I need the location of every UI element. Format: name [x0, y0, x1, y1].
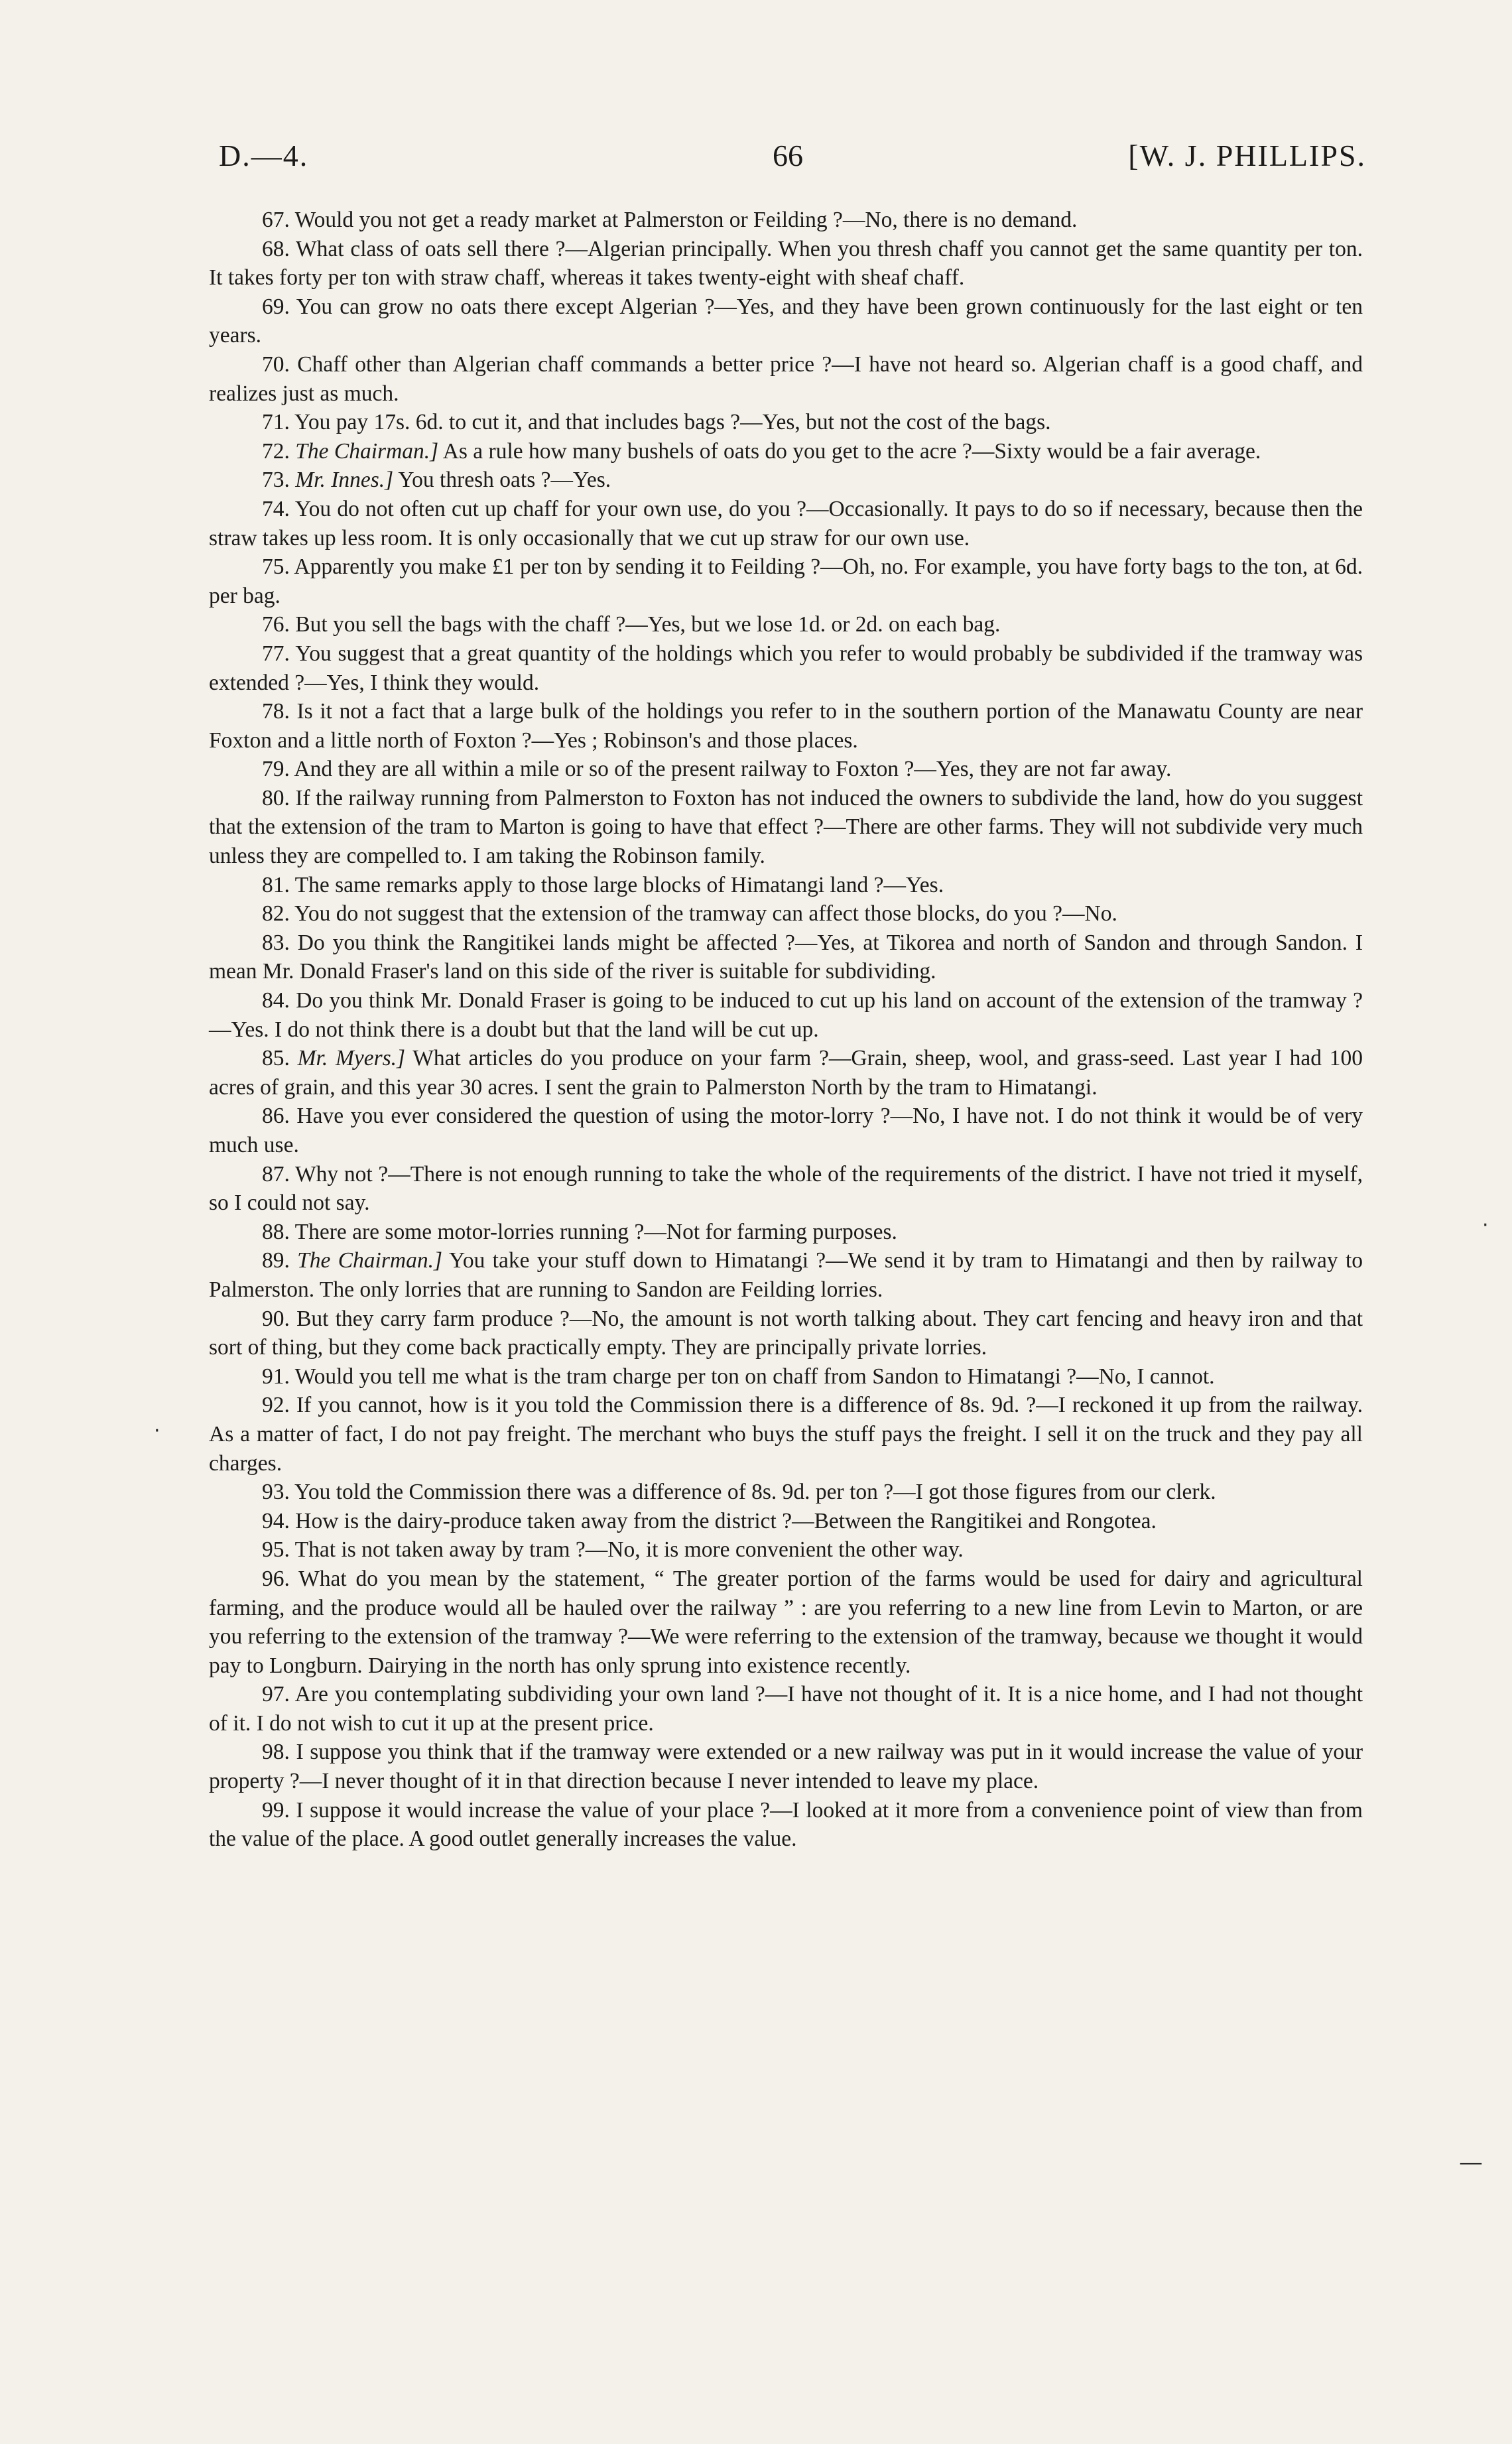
question-number: 77.: [262, 641, 290, 666]
question-number: 67.: [262, 208, 290, 232]
question-number: 82.: [262, 901, 290, 927]
testimony-paragraph: [209, 1044, 1363, 1102]
question-answer-text: But they carry farm produce ?—No, the amount is not worth talking about. They cart fencing and heavy iron and that sort of thing, but they come back practically empty. They are principally private lorries.: [209, 1306, 1363, 1360]
testimony-paragraph: [209, 610, 1363, 639]
testimony-paragraph: [209, 1738, 1363, 1795]
question-answer-text: What class of oats sell there ?—Algerian principally. When you thresh chaff you cannot get the same quantity per ton. It takes forty per ton with straw chaff, whereas it takes twenty-eight with sheaf chaff.: [209, 236, 1363, 290]
question-number: 70.: [262, 352, 290, 377]
margin-mark-left: ·: [154, 1419, 160, 1443]
question-answer-text: What articles do you produce on your farm ?—Grain, sheep, wool, and grass-seed. Last year I had 100 acres of grain, and this year 30 acres. I sent the grain to Palmerston North by the tram to Himatangi.: [209, 1046, 1363, 1100]
question-number: 95.: [262, 1537, 290, 1563]
testimony-paragraph: [209, 986, 1363, 1044]
question-answer-text: What do you mean by the statement, “ The greater portion of the farms would be used for dairy and agricultural farming, and the produce would all be hauled over the railway ” : are you referring to a new line from Levin to Marton, or are you referring to the extension of the tramway ?—We were referring to the extension of the tramway, because we thought it would pay to Longburn. Dairying in the north has only sprung into existence recently.: [209, 1566, 1363, 1678]
question-number: 89.: [262, 1248, 290, 1273]
question-answer-text: Do you think Mr. Donald Fraser is going to be induced to cut up his land on account of the extension of the tramway ?—Yes. I do not think there is a doubt but that the land will be cut up.: [209, 988, 1363, 1042]
testimony-paragraph: [209, 1391, 1363, 1478]
question-answer-text: The same remarks apply to those large blocks of Himatangi land ?—Yes.: [294, 872, 944, 897]
question-number: 74.: [262, 496, 290, 521]
testimony-paragraph: [209, 437, 1363, 466]
speaker-label: Mr. Myers.]: [297, 1046, 406, 1071]
question-answer-text: That is not taken away by tram ?—No, it is more convenient the other way.: [294, 1537, 964, 1563]
margin-dash-right: —: [1459, 2149, 1483, 2176]
question-number: 91.: [262, 1364, 290, 1389]
testimony-paragraph: [209, 1478, 1363, 1507]
question-number: 72.: [262, 438, 290, 464]
question-answer-text: Have you ever considered the question of using the motor-lorry ?—No, I have not. I do not think it would be of very much use.: [209, 1104, 1363, 1157]
testimony-paragraph: [209, 466, 1363, 495]
testimony-paragraph: [209, 1102, 1363, 1159]
question-answer-text: You suggest that a great quantity of the holdings which you refer to would probably be subdivided if the tramway was extended ?—Yes, I think they would.: [209, 641, 1363, 695]
question-number: 69.: [262, 294, 290, 319]
speaker-label: Mr. Innes.]: [295, 468, 394, 493]
testimony-paragraph: [209, 755, 1363, 784]
testimony-paragraph: [209, 899, 1363, 929]
question-answer-text: If the railway running from Palmerston to Foxton has not induced the owners to subdivide the land, how do you suggest that the extension of the tram to Marton is going to have that effect ?—There are other farms. They will not subdivide very much unless they are compelled to. I am taking the Robinson family.: [209, 785, 1363, 869]
question-answer-text: You do not suggest that the extension of the tramway can affect those blocks, do you ?—No.: [294, 901, 1117, 927]
testimony-paragraph: [209, 552, 1363, 610]
question-answer-text: You take your stuff down to Himatangi ?—We send it by tram to Himatangi and then by railway to Palmerston. The only lorries that are running to Sandon are Feilding lorries.: [209, 1248, 1363, 1302]
question-answer-text: If you cannot, how is it you told the Commission there is a difference of 8s. 9d. ?—I reckoned it up from the railway. As a matter of fact, I do not pay freight. The merchant who buys the stuff pays the freight. I sell it on the truck and they pay all charges.: [209, 1393, 1363, 1476]
question-number: 80.: [262, 785, 290, 810]
testimony-paragraph: [209, 871, 1363, 900]
question-answer-text: You pay 17s. 6d. to cut it, and that includes bags ?—Yes, but not the cost of the bags.: [294, 410, 1051, 435]
question-number: 71.: [262, 410, 290, 435]
testimony-paragraph: [209, 697, 1363, 755]
question-answer-text: Apparently you make £1 per ton by sending it to Feilding ?—Oh, no. For example, you have forty bags to the ton, at 6d. per bag.: [209, 554, 1363, 608]
page-number: 66: [773, 139, 803, 172]
question-number: 76.: [262, 612, 290, 637]
testimony-paragraph: [209, 1362, 1363, 1391]
question-answer-text: Is it not a fact that a large bulk of the holdings you refer to in the southern portion of the Manawatu County are near Foxton and a little north of Foxton ?—Yes ; Robinson's and those places.: [209, 699, 1363, 753]
speaker-label: The Chairman.]: [297, 1248, 442, 1273]
question-answer-text: You can grow no oats there except Algerian ?—Yes, and they have been grown continuously for the last eight or ten years.: [209, 294, 1363, 348]
question-answer-text: You thresh oats ?—Yes.: [398, 468, 611, 493]
testimony-paragraph: [209, 495, 1363, 552]
question-answer-text: How is the dairy-produce taken away from the district ?—Between the Rangitikei and Rongotea.: [295, 1508, 1157, 1533]
question-answer-text: Chaff other than Algerian chaff commands a better price ?—I have not heard so. Algerian chaff is a good chaff, and realizes just as much.: [209, 352, 1363, 406]
question-number: 81.: [262, 872, 290, 897]
question-number: 88.: [262, 1219, 290, 1244]
question-answer-text: You told the Commission there was a difference of 8s. 9d. per ton ?—I got those figures from our clerk.: [294, 1480, 1216, 1505]
page-header: [219, 138, 1366, 184]
question-number: 75.: [262, 554, 290, 580]
testimony-paragraph: [209, 1507, 1363, 1536]
testimony-paragraph: [209, 1796, 1363, 1854]
question-number: 92.: [262, 1393, 290, 1418]
testimony-paragraph: [209, 1535, 1363, 1565]
question-number: 90.: [262, 1306, 290, 1331]
testimony-paragraph: [209, 408, 1363, 437]
question-answer-text: Why not ?—There is not enough running to take the whole of the requirements of the district. I have not tried it myself, so I could not say.: [209, 1161, 1363, 1216]
question-number: 78.: [262, 699, 290, 724]
testimony-paragraph: [209, 235, 1363, 292]
testimony-paragraph: [209, 1680, 1363, 1738]
testimony-paragraph: [209, 1565, 1363, 1680]
question-answer-text: Would you tell me what is the tram charge per ton on chaff from Sandon to Himatangi ?—No, I cannot.: [294, 1364, 1215, 1389]
testimony-paragraph: [209, 1305, 1363, 1362]
testimony-body: [209, 206, 1363, 1854]
question-answer-text: I suppose it would increase the value of your place ?—I looked at it more from a convenience point of view than from the value of the place. A good outlet generally increases the value.: [209, 1797, 1363, 1852]
question-number: 83.: [262, 930, 290, 955]
testimony-paragraph: [209, 350, 1363, 408]
testimony-paragraph: [209, 784, 1363, 871]
witness-name: [W. J. PHILLIPS.: [1128, 139, 1366, 172]
question-number: 97.: [262, 1682, 290, 1707]
question-number: 79.: [262, 757, 290, 782]
question-number: 96.: [262, 1566, 290, 1591]
testimony-paragraph: [209, 1160, 1363, 1218]
question-answer-text: And they are all within a mile or so of the present railway to Foxton ?—Yes, they are not far away.: [294, 757, 1172, 782]
testimony-paragraph: [209, 206, 1363, 235]
testimony-paragraph: [209, 1246, 1363, 1304]
question-number: 94.: [262, 1508, 290, 1533]
question-answer-text: As a rule how many bushels of oats do you get to the acre ?—Sixty would be a fair average.: [442, 438, 1261, 464]
question-answer-text: Do you think the Rangitikei lands might be affected ?—Yes, at Tikorea and north of Sandon and through Sandon. I mean Mr. Donald Fraser's land on this side of the river is suitable for subdividing.: [209, 930, 1363, 984]
question-number: 93.: [262, 1480, 290, 1505]
testimony-paragraph: [209, 1218, 1363, 1247]
question-number: 68.: [262, 236, 290, 261]
question-answer-text: You do not often cut up chaff for your own use, do you ?—Occasionally. It pays to do so if necessary, because then the straw takes up less room. It is only occasionally that we cut up straw for our own use.: [209, 496, 1363, 550]
question-number: 87.: [262, 1161, 290, 1187]
question-number: 98.: [262, 1740, 290, 1765]
question-number: 85.: [262, 1046, 290, 1071]
question-answer-text: But you sell the bags with the chaff ?—Yes, but we lose 1d. or 2d. on each bag.: [295, 612, 1001, 637]
document-reference: D.—4.: [219, 139, 309, 172]
question-answer-text: Are you contemplating subdividing your own land ?—I have not thought of it. It is a nice home, and I had not thought of it. I do not wish to cut it up at the present price.: [209, 1682, 1363, 1736]
question-number: 99.: [262, 1797, 290, 1823]
testimony-paragraph: [209, 929, 1363, 986]
margin-mark-right: ·: [1482, 1214, 1489, 1237]
question-answer-text: I suppose you think that if the tramway were extended or a new railway was put in it would increase the value of your property ?—I never thought of it in that direction because I never intended to leave my place.: [209, 1740, 1363, 1794]
question-answer-text: There are some motor-lorries running ?—Not for farming purposes.: [294, 1219, 897, 1244]
question-number: 84.: [262, 988, 290, 1013]
speaker-label: The Chairman.]: [295, 438, 439, 464]
question-number: 86.: [262, 1104, 290, 1129]
testimony-paragraph: [209, 639, 1363, 697]
question-number: 73.: [262, 468, 290, 493]
testimony-paragraph: [209, 292, 1363, 350]
question-answer-text: Would you not get a ready market at Palmerston or Feilding ?—No, there is no demand.: [294, 208, 1078, 232]
